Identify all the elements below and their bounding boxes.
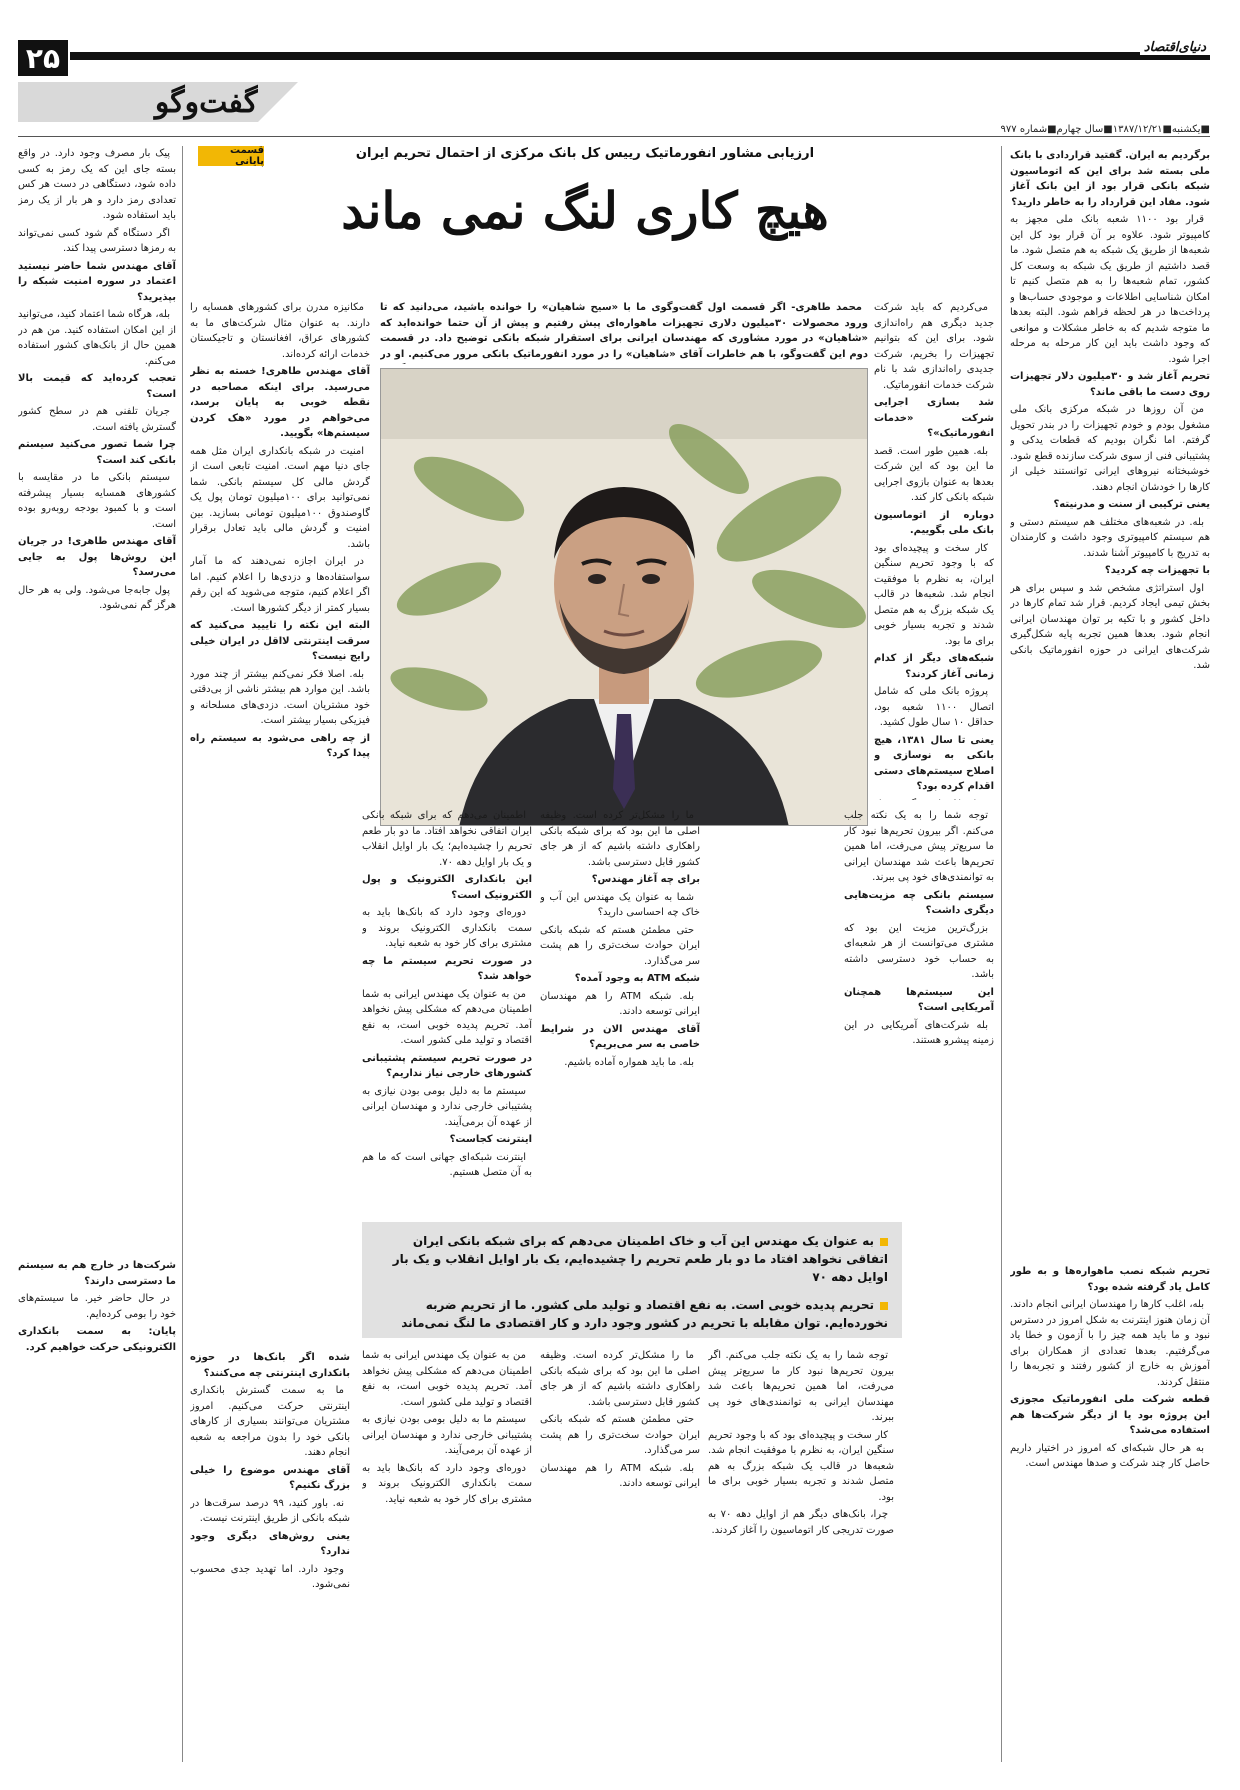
paragraph: ما را مشکل‌تر کرده است. وظیفه اصلی ما این بود که برای شبکه بانکی راهکاری داشته باشیم که از هر جای کشور قابل دسترسی باشد. — [540, 1350, 700, 1408]
column-2-bottom — [844, 808, 994, 1218]
paper-logo: دنیای‌اقتصاد — [1140, 40, 1210, 55]
paragraph: من آن روزها در شبکه مرکزی بانک ملی مشغول بودم و خودم تجهیزات را در بندر تحویل گرفتم. اما نگران بودیم که قطعات یدکی و پشتیبانی فنی از سوی شرکت سازنده قطع شود. خوشبختانه نیروهای ایرانی توانستند خیلی از کارها را خودشان انجام دهند. — [1010, 404, 1210, 493]
question: آقای مهندس طاهری! خسته به نظر می‌رسید. برای اینکه مصاحبه در نقطه خوبی به پایان برسد، می‌خواهم در مورد «هک کردن سیستم‌ها» بگویید. — [190, 366, 370, 439]
paragraph: اگر دستگاه گم شود کسی نمی‌تواند به رمزها دسترسی پیدا کند. — [18, 227, 176, 254]
masthead-rule — [70, 52, 1210, 60]
paragraph: وجود دارد. اما تهدید جدی محسوب نمی‌شود. — [190, 1563, 350, 1590]
question: البته این نکته را تاییید می‌کنید که سرقت اینترنتی لااقل در ایران خیلی رایج نیست؟ — [190, 620, 370, 662]
paragraph: بله شرکت‌های آمریکایی در این زمینه پیشرو هستند. — [844, 1019, 994, 1046]
paragraph: حتی مطمئن هستم که شبکه بانکی ایران حوادث سخت‌تری را هم پشت سر می‌گذارد. — [540, 1414, 700, 1456]
lead-text: محمد طاهری- اگر قسمت اول گفت‌وگوی ما با «سیح شاهیان» را خوانده باشید، می‌دانید که تا ورود محصولات ۳۰میلیون دلاری تجهیزات ماهواره‌ای پیش رفتیم و پیش از آن حتما خوانده‌اید که «شاهیان» در مورد مشاوری که مهندسان ایرانی برای استقرار شبکه بانکی توضیح داد. در قسمت دوم این گفت‌وگو، با هم خاطرات آقای «شاهیان» را در مورد انفورماتیک بانکی مرور می‌کنیم. او در — [380, 302, 868, 360]
pull-quote: به عنوان یک مهندس این آب و خاک اطمینان می‌دهم که برای شبکه بانکی ایران اتفاقی نخواهد افتاد ما دو بار طعم تحریم را چشیده‌ایم، یک بار اوایل انقلاب و یک بار اوایل دهه ۷۰ — [376, 1232, 888, 1286]
question: یعنی روش‌های دیگری وجود ندارد؟ — [190, 1530, 350, 1557]
pull-quote: تحریم پدیده خوبی است. به نفع اقتصاد و تولید ملی کشور. ما از تحریم ضربه نخورده‌ایم. توان مقابله با تحریم در کشور وجود دارد و کار اقتصادی ما لنگ نمی‌ماند — [376, 1296, 888, 1332]
paragraph: پروژه بانک ملی که شامل اتصال ۱۱۰۰ شعبه بود، حداقل ۱۰ سال طول کشید. — [874, 686, 994, 728]
paragraph: من به عنوان یک مهندس ایرانی به شما اطمینان می‌دهم که مشکلی پیش نخواهد آمد. تحریم پدیده خوبی است، به نفع اقتصاد و تولید ملی کشور است. — [362, 988, 532, 1046]
paragraph: کار سخت و پیچیده‌ای بود که با وجود تحریم سنگین ایران، به نظرم با موفقیت انجام شد. شعبه‌ها در قالب یک شبکه بزرگ به هم متصل شدند و تجربه بسیار خوبی برای ما بود. — [708, 1429, 894, 1503]
issue-date-line: ■یکشنبه■۱۳۸۷/۱۲/۲۱■سال چهارم■شماره ۹۷۷ — [1000, 124, 1210, 135]
paragraph: در حال حاضر خیر. ما سیستم‌های خود را بومی کرده‌ایم. — [18, 1293, 176, 1320]
paragraph: سیستم ما به دلیل بومی بودن نیازی به پشتیبانی خارجی ندارد و مهندسان ایرانی از عهده آن برمی‌آیند. — [362, 1085, 532, 1128]
paragraph: من به عنوان یک مهندس ایرانی به شما اطمینان می‌دهم که مشکلی پیش نخواهد آمد. تحریم پدیده خوبی است، به نفع اقتصاد و تولید ملی کشور است. — [362, 1350, 532, 1408]
question: قطعه شرکت ملی انفورماتیک مجوزی این پروژه بود یا از دیگر شرکت‌ها هم استفاده می‌شد؟ — [1010, 1394, 1210, 1436]
bottom-middle-column-2 — [540, 808, 700, 1218]
question: در صورت تحریم سیستم ما چه خواهد شد؟ — [362, 955, 532, 982]
page-number: ۲۵ — [18, 40, 68, 76]
paragraph: پیک بار مصرف وجود دارد. در واقع بسته جای این که یک رمز به کسی داده شود، دستگاهی در دست هر کس تعدادی رمز دارد و هر بار از یک رمز باید استفاده شود. — [18, 148, 176, 221]
paragraph: اطمینان می‌دهم که برای شبکه بانکی ایران اتفاقی نخواهد افتاد. ما دو بار طعم تحریم را چشیده‌ایم؛ یک بار اوایل انقلاب و یک بار اوایل دهه ۷۰. — [362, 810, 532, 868]
paragraph: اول استراتژی مشخص شد و سپس برای هر بخش تیمی ایجاد کردیم. قرار شد تمام کارها در داخل کشور و با تکیه بر توان مهندسان ایرانی انجام شود. بعدها همین تجربه پایه شکل‌گیری شرکت‌های ایرانی در حوزه انفورماتیک بانکی شد. — [1010, 582, 1210, 671]
paragraph: مکانیزه مدرن برای کشورهای همسایه را دارند. به عنوان مثال شرکت‌های ما به کشورهای عراق، افغانستان و تاجیکستان خدمات ارائه کرده‌اند. — [190, 302, 370, 360]
question: دوباره از اتوماسیون بانک ملی بگوییم. — [874, 509, 994, 536]
question: شده اگر بانک‌ها در حوزه بانکداری اینترنتی چه می‌کنند؟ — [190, 1352, 350, 1379]
question: شبکه‌های دیگر از کدام زمانی آغاز کردند؟ — [874, 653, 994, 680]
paragraph: بله، هرگاه شما اعتماد کنید، می‌توانید از این امکان استفاده کنید. من هم در همین حال از بانک‌های کشور استفاده می‌کنم. — [18, 309, 176, 367]
paragraph: پول جابه‌جا می‌شود. ولی به هر حال هرگز گم نمی‌شود. — [18, 584, 176, 611]
paragraph: سیستم بانکی ما در مقایسه با کشورهای همسایه بسیار پیشرفته است و با کمبود بودجه روبه‌رو بوده است. — [18, 472, 176, 530]
lower-band-middle — [540, 1348, 700, 1762]
column-4-top — [18, 146, 176, 1246]
column-2-top — [874, 300, 994, 800]
paragraph: قرار بود ۱۱۰۰ شعبه بانک ملی مجهز به کامپیوتر شود. علاوه بر آن قرار بود کل این شعبه‌ها از طریق یک شبکه به هم متصل شود. ما قصد داشتیم از طریق یک شبکه به وسعت کل کشور، تمام شعبه‌ها را به هم متصل کنیم تا امکان شناسایی اطلاعات و موجودی حساب‌ها و پرداخت‌ها در هر لحظه فراهم شود. البته بعدها ما متوجه شدیم که به خاطر مشکلات و موانعی که وجود داشت باید این کار مرحله به مرحله اجرا شود. — [1010, 214, 1210, 365]
question: این بانکداری الکترونیک و پول الکترونیک است؟ — [362, 874, 532, 901]
question: آقای مهندس شما حاضر نیستید اعتماد در سوره امنیت شبکه را بپذیرید؟ — [18, 260, 176, 303]
paragraph: بزرگ‌ترین مزیت این بود که مشتری می‌توانست از هر شعبه‌ای به حساب خود دسترسی داشته باشد. — [844, 922, 994, 980]
paragraph: می‌کردیم که باید شرکت جدید دیگری هم راه‌اندازی شود. برای این که بتوانیم تجهیزات را بخریم، شرکت جدیدی راه‌اندازی شد با نام شرکت خدمات انفورماتیک. — [874, 302, 994, 391]
paragraph: ما به سمت گسترش بانکداری اینترنتی حرکت می‌کنیم. امروز مشتریان می‌توانند بسیاری از کارهای بانکی خود را بدون مراجعه به شعبه انجام دهند. — [190, 1385, 350, 1458]
paragraph: حتی مطمئن هستم که شبکه بانکی ایران حوادث سخت‌تری را هم پشت سر می‌گذارد. — [540, 924, 700, 967]
paragraph: توجه شما را به یک نکته جلب می‌کنم. اگر بیرون تحریم‌ها نبود کار ما سریع‌تر پیش می‌رفت، اما همین تحریم‌ها باعث شد مهندسان ایرانی به توانمندی‌های خود پی ببرند. — [844, 810, 994, 883]
question: برای چه آغاز مهندس؟ — [591, 874, 700, 885]
question: شد بسازی اجرایی شرکت «خدمات انفورماتیک»؟ — [874, 397, 994, 439]
question: با تجهیزات چه کردید؟ — [1104, 565, 1210, 576]
question: شبکه ATM به وجود آمده؟ — [574, 973, 700, 984]
column-3-bottom — [190, 1348, 350, 1762]
question: یعنی تا سال ۱۳۸۱، هیچ بانکی به نوسازی و اصلاح سیستم‌های دستی اقدام کرده بود؟ — [874, 734, 994, 792]
lower-band-right — [708, 1348, 894, 1762]
paragraph: بله. شبکه ATM را هم مهندسان ایرانی توسعه دادند. — [540, 990, 700, 1017]
paragraph: سیستم ما به دلیل بومی بودن نیازی به پشتیبانی خارجی ندارد و مهندسان ایرانی از عهده آن برمی‌آیند. — [362, 1414, 532, 1456]
column-1-bottom — [1010, 1262, 1210, 1762]
paragraph: کار سخت و پیچیده‌ای بود که با وجود تحریم سنگین ایران، به نظرم با موفقیت انجام شد. شعبه‌ها در قالب یک شبکه بزرگ به هم متصل شدند و تجربه بسیار خوبی برای ما بود. — [874, 542, 994, 647]
paragraph: بله. شبکه ATM را هم مهندسان ایرانی توسعه دادند. — [540, 1462, 700, 1489]
column-1-top — [1010, 146, 1210, 1256]
column-rule — [1001, 146, 1002, 1762]
paragraph: به هر حال شبکه‌ای که امروز در اختیار داریم حاصل کار چند شرکت و صدها مهندس است. — [1010, 1442, 1210, 1469]
column-4-bottom — [18, 1256, 176, 1762]
question: پایان: به سمت بانکداری الکترونیکی حرکت خواهیم کرد. — [18, 1326, 176, 1353]
article-kicker: ارزیابی مشاور انفورماتیک رییس کل بانک مرکزی از احتمال تحریم ایران — [355, 146, 815, 161]
paragraph: بله، اغلب کارها را مهندسان ایرانی انجام دادند. آن زمان هنوز اینترنت به شکل امروز در دسترس نبود و ما باید همه چیز را با آزمون و خطا یاد می‌گرفتیم. بعدها تعدادی از همکاران برای آموزش به خارج از کشور رفتند و تجربه‌ها را منتقل کردند. — [1010, 1299, 1210, 1388]
paragraph: بله. اصلا فکر نمی‌کنم بیشتر از چند مورد باشد. این موارد هم بیشتر ناشی از بی‌دقتی خود مشتریان است. دزدی‌های مسلحانه و فیزیکی بسیار بیشتر است. — [190, 668, 370, 726]
question: اینترنت کجاست؟ — [449, 1134, 532, 1145]
paragraph: دوره‌ای وجود دارد که بانک‌ها باید به سمت بانکداری الکترونیک بروند و مشتری برای کار خود به شعبه نیاید. — [362, 1462, 532, 1505]
question: تعجب کرده‌اید که قیمت بالا است؟ — [18, 373, 176, 400]
header-divider — [18, 136, 1210, 137]
paragraph — [874, 797, 994, 801]
paragraph: دوره‌ای وجود دارد که بانک‌ها باید به سمت بانکداری الکترونیک بروند و مشتری برای کار خود به شعبه نیاید. — [362, 907, 532, 949]
question: تحریم شبکه نصب ماهواره‌ها و به طور کامل یاد گرفته شده بود؟ — [1010, 1266, 1210, 1293]
question: یعنی ترکیبی از سنت و مدرنیته؟ — [1053, 499, 1210, 510]
paragraph: بله. همین طور است. قصد ما این بود که این شرکت بعدها به عنوان بازوی اجرایی شبکه بانکی کار کند. — [874, 445, 994, 503]
bottom-middle-column — [362, 808, 532, 1218]
paragraph: چرا، بانک‌های دیگر هم از اوایل دهه ۷۰ به صورت تدریجی کار اتوماسیون را آغاز کردند. — [708, 1509, 894, 1536]
lower-band-left — [362, 1348, 532, 1762]
pull-quote-box — [362, 1222, 902, 1338]
question: تحریم آغاز شد و ۳۰میلیون دلار تجهیزات روی دست ما باقی ماند؟ — [1010, 371, 1210, 398]
interviewee-photo — [380, 368, 868, 826]
article-headline: هیچ کاری لنگ نمی ماند — [341, 181, 829, 240]
paragraph: توجه شما را به یک نکته جلب می‌کنم. اگر بیرون تحریم‌ها نبود کار ما سریع‌تر پیش می‌رفت، اما همین تحریم‌ها باعث شد مهندسان ایرانی به توانمندی‌های خود پی ببرند. — [708, 1350, 894, 1423]
article-lead — [380, 300, 868, 364]
paragraph: در ایران اجازه نمی‌دهند که ما آمار سواستفاده‌ها و دزدی‌ها را اعلام کنیم. اما اگر اعلام کنیم، متوجه می‌شوید که این رقم بسیار کمتر از دیگر کشورها است. — [190, 556, 370, 614]
paragraph: ما را مشکل‌تر کرده است. وظیفه اصلی ما این بود که برای شبکه بانکی راهکاری داشته باشیم که از هر جای کشور قابل دسترسی باشد. — [540, 810, 700, 868]
question: چرا شما تصور می‌کنید سیستم بانکی کند است؟ — [18, 439, 176, 466]
question: آقای مهندس موضوع را خیلی بزرگ نکنیم؟ — [190, 1464, 350, 1491]
question: آقای مهندس الان در شرایط خاصی به سر می‌بریم؟ — [540, 1023, 700, 1050]
paragraph: بله. ما باید همواره آماده باشیم. — [564, 1056, 694, 1068]
question: از چه راهی می‌شود به سیستم راه پیدا کرد؟ — [190, 732, 370, 759]
question: شرکت‌ها در خارج هم به سیستم ما دسترسی دارند؟ — [18, 1260, 176, 1287]
paragraph: بله. در شعبه‌های مختلف هم سیستم دستی و هم سیستم کامپیوتری وجود داشت و کارمندان به تدریج با کامپیوتر آشنا شدند. — [1010, 516, 1210, 559]
paragraph: جریان تلفنی هم در سطح کشور گسترش یافته است. — [18, 406, 176, 433]
paragraph: امنیت در شبکه بانکداری ایران مثل همه جای دنیا مهم است. امنیت تابعی است از گردش مالی کل سیستم بانکی. شما نمی‌توانید برای ۱۰۰میلیون تومان پول یک گاوصندوق ۱۰۰میلیون تومانی بسازید. بین امنیت و گردش مالی باید تعادل برقرار باشد. — [190, 445, 370, 550]
portrait-illustration — [380, 369, 867, 826]
paragraph: برگردیم به ایران. گفتید قراردادی با بانک ملی بسته شد برای این که اتوماسیون شبکه بانکی قرار بود از این بانک آغاز شود. مفاد این قرارداد را به خاطر دارید؟ — [1010, 150, 1210, 208]
paragraph: شما به عنوان یک مهندس این آب و خاک چه احساسی دارید؟ — [540, 891, 700, 918]
section-banner: گفت‌وگو — [18, 82, 258, 122]
paragraph: اینترنت شبکه‌ای جهانی است که ما هم به آن متصل هستیم. — [362, 1151, 532, 1178]
column-3-top — [190, 300, 370, 800]
question: این سیستم‌ها همچنان آمریکایی است؟ — [844, 986, 994, 1013]
part-badge: قسمت پایانی — [198, 146, 264, 166]
column-rule — [182, 146, 183, 1762]
question: سیستم بانکی چه مزیت‌هایی دیگری داشت؟ — [844, 889, 994, 916]
paragraph: نه. باور کنید، ۹۹ درصد سرقت‌ها در شبکه بانکی از طریق اینترنت نیست. — [190, 1497, 350, 1524]
question: در صورت تحریم سیستم پشتیبانی کشورهای خارجی نیاز نداریم؟ — [362, 1052, 532, 1079]
question: آقای مهندس طاهری! در جریان این روش‌ها پول به جایی می‌رسد؟ — [18, 536, 176, 578]
